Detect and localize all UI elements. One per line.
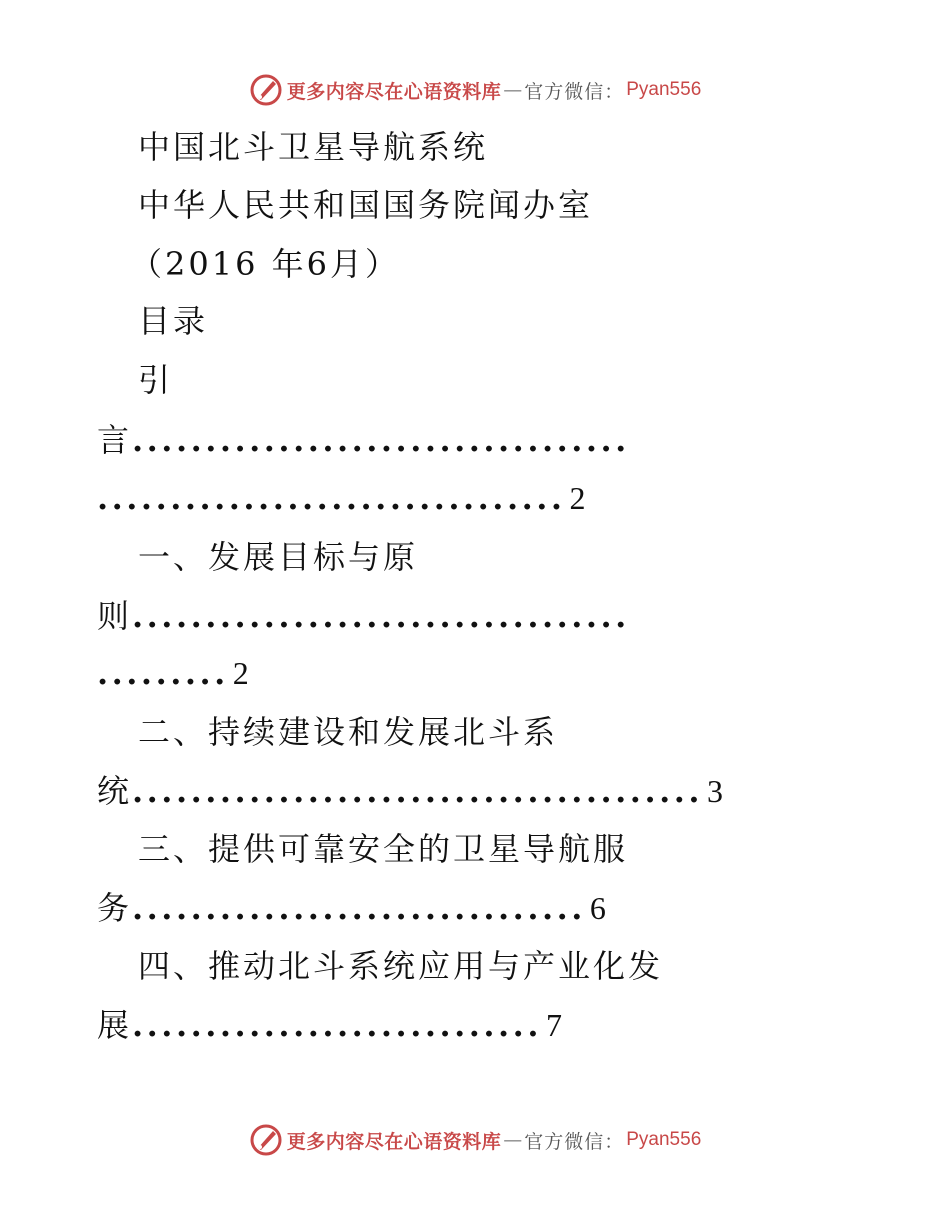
toc-entry-intro-page-line[interactable] — [97, 478, 589, 518]
toc-leader: ................................ — [97, 479, 566, 517]
toc-entry-4-title-part1: 四、推动北斗系统应用与产业化发 — [138, 947, 664, 985]
toc-page-number: 2 — [232, 655, 252, 691]
toc-leader: .................................. — [132, 421, 630, 459]
watermark-dash: — — [503, 79, 523, 101]
toc-page-number: 6 — [589, 890, 609, 926]
toc-entry-4-title-part2: 展 — [97, 1006, 133, 1044]
document-issuer: 中华人民共和国国务院闻办室 — [138, 186, 594, 224]
watermark-text: 更多内容尽在心语资料库 — [286, 80, 502, 103]
toc-leader: .................................. — [132, 597, 630, 635]
quill-logo-icon — [249, 1123, 283, 1157]
toc-entry-intro-title-part2: 言 — [97, 421, 133, 459]
toc-entry-3-title-part2: 务 — [97, 889, 133, 927]
toc-entry-3-line[interactable] — [97, 888, 609, 928]
toc-heading: 目录 — [138, 302, 209, 340]
toc-entry-3-title-part1: 三、提供可靠安全的卫星导航服 — [138, 830, 629, 868]
toc-leader: ....................................... — [132, 772, 703, 810]
toc-entry-1-page-line[interactable] — [97, 653, 252, 693]
watermark-wechat-label: 官方微信： — [524, 1130, 625, 1153]
toc-entry-1-title-part2: 则 — [97, 597, 133, 635]
toc-entry-4-line[interactable] — [97, 1005, 565, 1045]
toc-page-number: 2 — [569, 480, 589, 516]
watermark-header — [0, 70, 950, 110]
toc-entry-1-title-part1: 一、发展目标与原 — [138, 538, 419, 576]
document-title: 中国北斗卫星导航系统 — [138, 128, 489, 166]
toc-leader: ......... — [97, 654, 229, 692]
toc-entry-intro-line[interactable] — [97, 420, 630, 460]
watermark-footer — [0, 1120, 950, 1160]
toc-entry-1-line[interactable] — [97, 596, 630, 636]
watermark-text: 更多内容尽在心语资料库 — [286, 1130, 502, 1153]
toc-leader: ............................ — [132, 1006, 542, 1044]
watermark-dash: — — [503, 1129, 523, 1151]
watermark-wechat-id: Pyan556 — [626, 1129, 702, 1150]
watermark-wechat-label: 官方微信： — [524, 80, 625, 103]
document-date: （2016 年6月） — [130, 245, 400, 283]
quill-logo-icon — [249, 73, 283, 107]
toc-page-number: 3 — [707, 773, 726, 809]
toc-entry-2-title-part2: 统 — [97, 772, 133, 810]
toc-entry-2-line[interactable] — [97, 771, 726, 811]
toc-entry-2-title-part1: 二、持续建设和发展北斗系 — [138, 713, 559, 751]
toc-page-number: 7 — [545, 1007, 565, 1043]
toc-leader: ............................... — [132, 889, 586, 927]
toc-entry-intro-title-part1: 引 — [138, 361, 174, 399]
watermark-wechat-id: Pyan556 — [626, 79, 702, 100]
